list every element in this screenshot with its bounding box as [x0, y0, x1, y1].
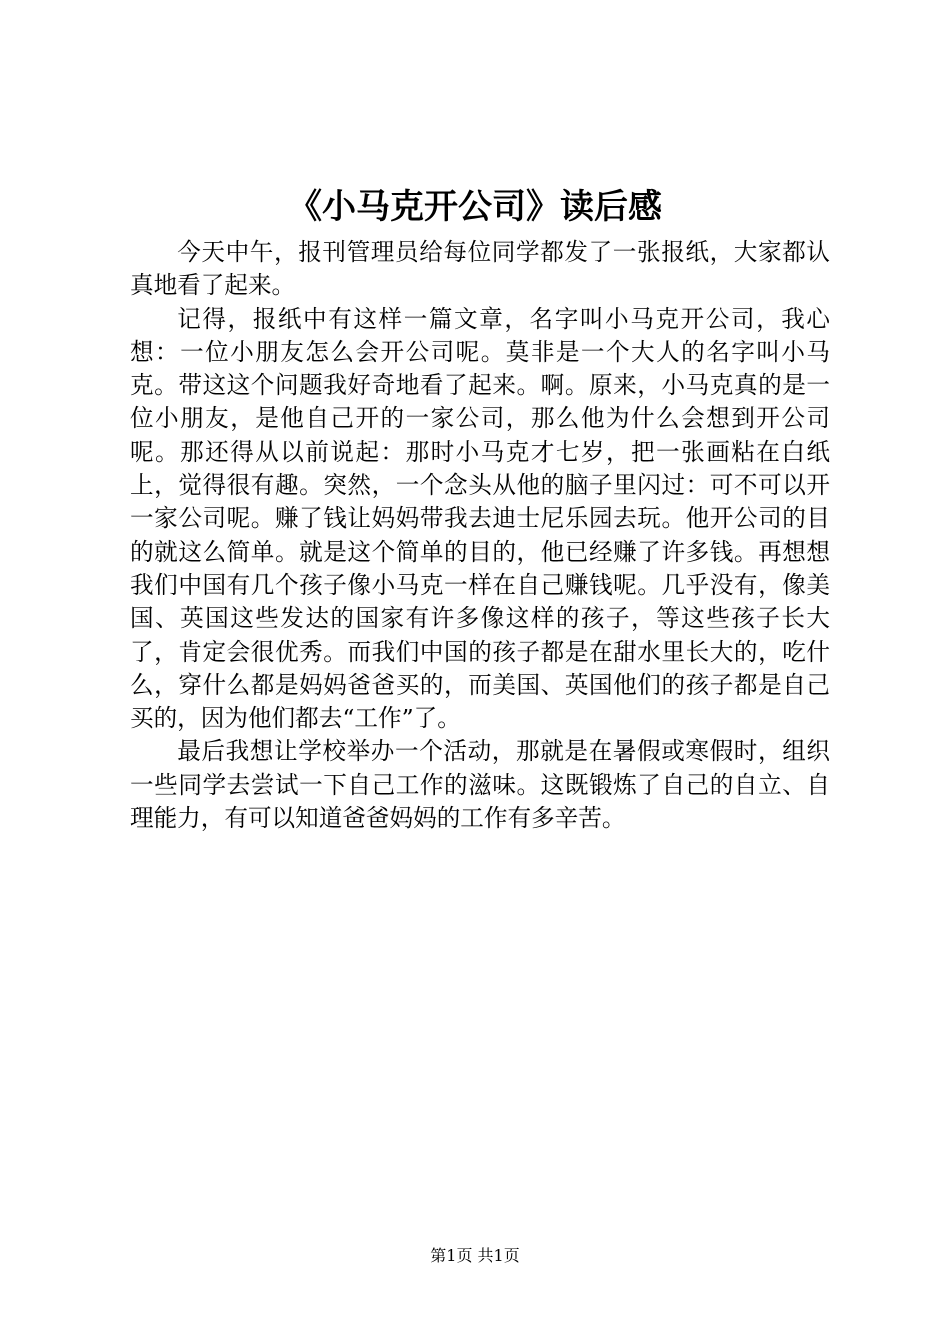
paragraph-2: 记得，报纸中有这样一篇文章，名字叫小马克开公司，我心想：一位小朋友怎么会开公司呢。莫非是一个大人的名字叫小马克。带这这个问题我好奇地看了起来。啊。原来，小马克真的是一位小朋友，是他自己开的一家公司，那么他为什么会想到开公司呢。那还得从以前说起：那时小马克才七岁，把一张画粘在白纸上，觉得很有趣。突然，一个念头从他的脑子里闪过：可不可以开一家公司呢。赚了钱让妈妈带我去迪士尼乐园去玩。他开公司的目的就这么简单。就是这个简单的目的，他已经赚了许多钱。再想想我们中国有几个孩子像小马克一样在自己赚钱呢。几乎没有，像美国、英国这些发达的国家有许多像这样的孩子，等这些孩子长大了，肯定会很优秀。而我们中国的孩子都是在甜水里长大的，吃什么，穿什么都是妈妈爸爸买的，而美国、英国他们的孩子都是自己买的，因为他们都去“工作”了。: [130, 304, 830, 733]
document-body: [130, 236, 830, 835]
paragraph-1: 今天中午，报刊管理员给每位同学都发了一张报纸，大家都认真地看了起来。: [130, 238, 830, 300]
page-footer: 第1页 共1页: [430, 1246, 520, 1265]
paragraph-3: 最后我想让学校举办一个活动，那就是在暑假或寒假时，组织一些同学去尝试一下自己工作的滋味。这既锻炼了自己的自立、自理能力，有可以知道爸爸妈妈的工作有多辛苦。: [130, 737, 830, 833]
document-title: 《小马克开公司》读后感: [288, 187, 662, 227]
